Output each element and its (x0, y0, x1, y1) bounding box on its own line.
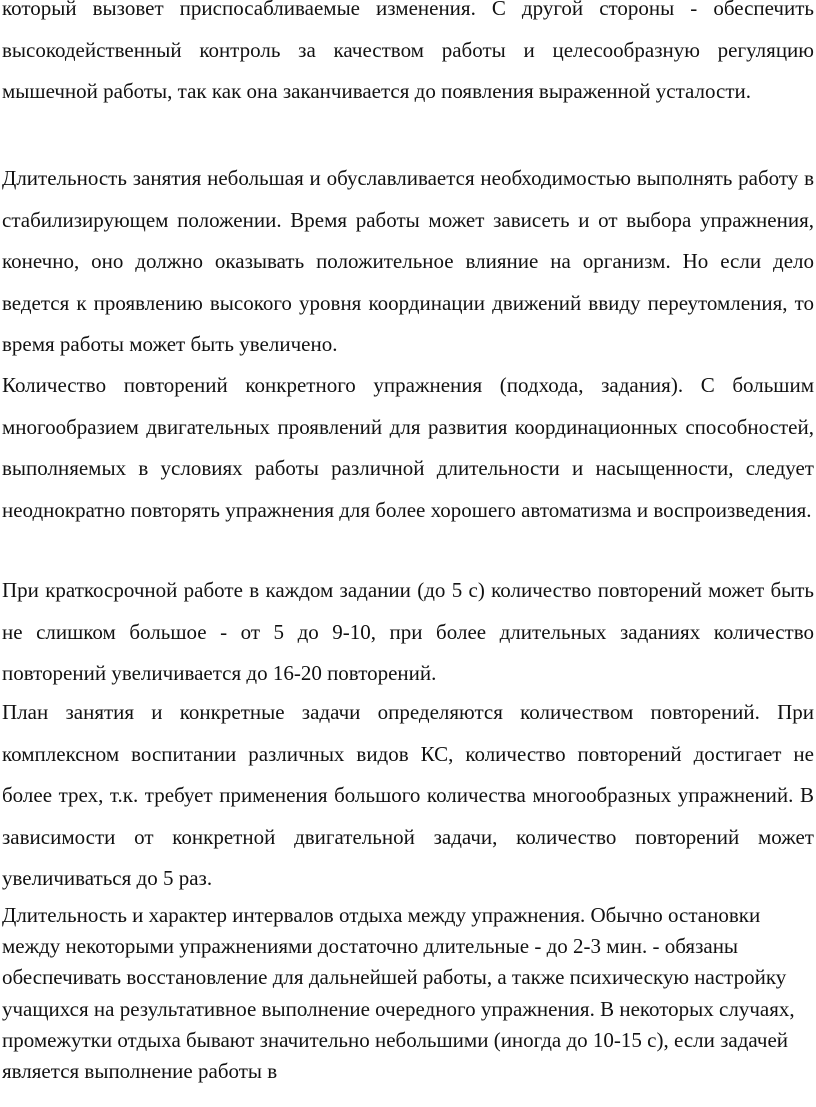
paragraph-4: При краткосрочной работе в каждом задании (до 5 с) количество повторений может быть не слишком большое - от 5 до 9-10, при более длительных заданиях количество повторений увеличивается до 16-20 повторений. (2, 578, 814, 686)
paragraph-6: Длительность и характер интервалов отдыха между упражнения. Обычно остановки между некоторыми упражнениями достаточно длительные - до 2-3 мин. - обязаны обеспечивать восстановление для дальнейшей работы, а также психическую настройку учащихся на результативное выполнение очередного упражнения. В некоторых случаях, промежутки отдыха бывают значительно небольшими (иногда до 10-15 с), если задачей является выполнение работы в (2, 903, 795, 1084)
paragraph-1: который вызовет приспосабливаемые изменения. С другой стороны - обеспечить высокодейственный контроль за качеством работы и целесообразную регуляцию мышечной работы, так как она заканчивается до появления выраженной усталости. (2, 0, 814, 104)
paragraph-5: План занятия и конкретные задачи определяются количеством повторений. При комплексном воспитании различных видов КС, количество повторений достигает не более трех, т.к. требует применения большого количества многообразных упражнений. В зависимости от конкретной двигательной задачи, количество повторений может увеличиваться до 5 раз. (2, 700, 814, 891)
paragraph-3: Количество повторений конкретного упражнения (подхода, задания). С большим многообразием двигательных проявлений для развития координационных способностей, выполняемых в условиях работы различной длительности и насыщенности, следует неоднократно повторять упражнения для более хорошего автоматизма и воспроизведения. (2, 373, 814, 522)
paragraph-2: Длительность занятия небольшая и обуславливается необходимостью выполнять работу в стабилизирующем положении. Время работы может зависеть и от выбора упражнения, конечно, оно должно оказывать положительное влияние на организм. Но если дело ведется к проявлению высокого уровня координации движений ввиду переутомления, то время работы может быть увеличено. (2, 166, 814, 357)
